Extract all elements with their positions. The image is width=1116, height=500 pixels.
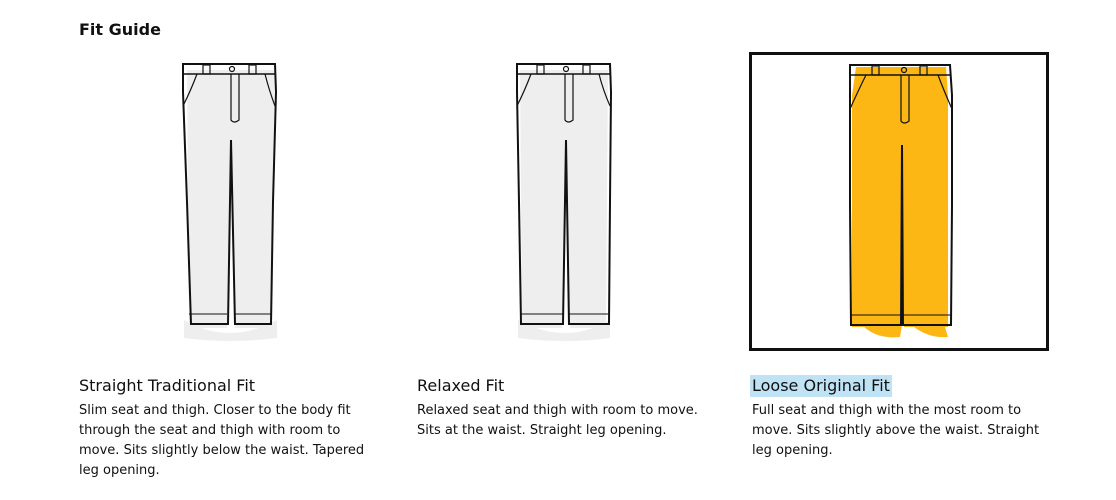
page-title: Fit Guide <box>79 20 161 39</box>
fit-option-straight[interactable] <box>79 52 379 351</box>
fit-description-relaxed: Relaxed seat and thigh with room to move. Sits at the waist. Straight leg opening. <box>417 403 698 438</box>
fit-name-relaxed: Relaxed Fit <box>417 376 505 395</box>
pants-loose-fit-icon <box>752 55 1046 348</box>
pants-straight-fit-icon <box>79 52 379 351</box>
fit-description-straight: Slim seat and thigh. Closer to the body fit through the seat and thigh with room to move. Sits slightly below the waist. Tapered leg opening. <box>79 403 365 478</box>
fit-description-loose: Full seat and thigh with the most room to move. Sits slightly above the waist. Straight leg opening. <box>752 403 1040 458</box>
fit-option-loose[interactable] <box>749 52 1049 351</box>
fit-name-straight: Straight Traditional Fit <box>79 376 256 395</box>
pants-relaxed-fit-icon <box>416 52 716 351</box>
fit-option-relaxed[interactable] <box>416 52 716 351</box>
fit-name-loose: Loose Original Fit <box>752 376 890 395</box>
